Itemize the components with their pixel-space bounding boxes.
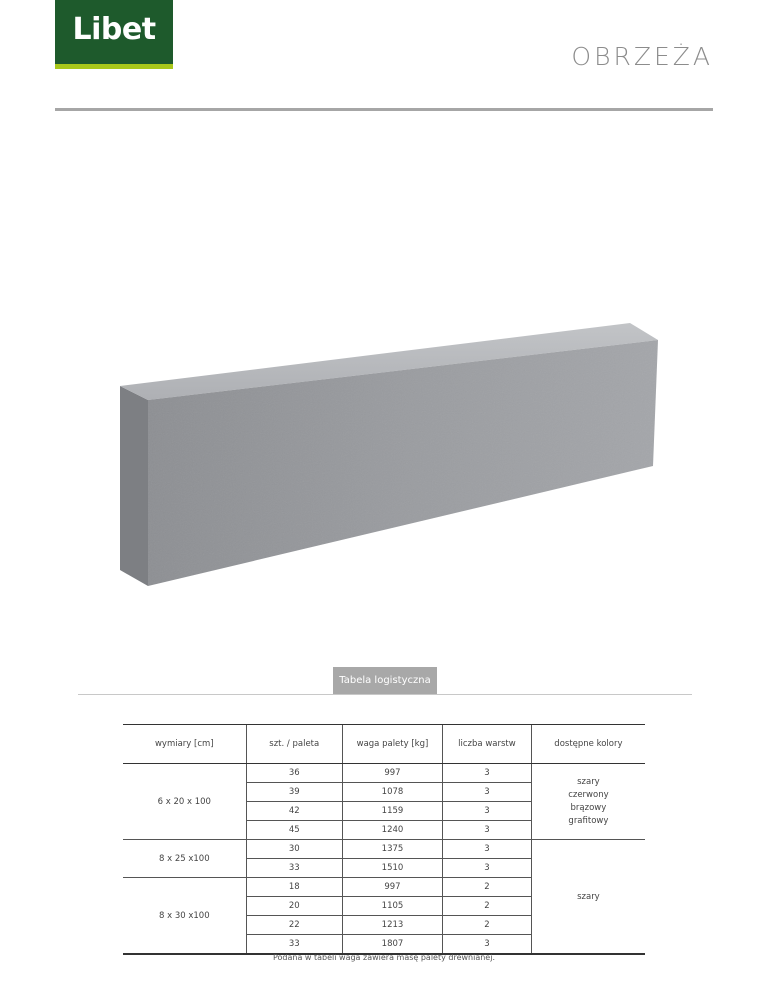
weight-cell: 1105: [342, 897, 442, 916]
curb-stone-image: [118, 318, 658, 588]
layers-cell: 3: [443, 764, 532, 783]
colors-cell: [531, 764, 645, 840]
table-row: [123, 764, 645, 783]
colors-cell: szary: [531, 840, 645, 955]
weight-cell: 1078: [342, 783, 442, 802]
pcs-cell: 33: [246, 935, 342, 955]
pcs-cell: 22: [246, 916, 342, 935]
color-item: grafitowy: [568, 815, 609, 826]
layers-cell: 2: [443, 897, 532, 916]
weight-cell: 1510: [342, 859, 442, 878]
layers-cell: 3: [443, 802, 532, 821]
color-item: szary: [577, 776, 600, 787]
layers-cell: 2: [443, 878, 532, 897]
pcs-cell: 18: [246, 878, 342, 897]
pcs-cell: 39: [246, 783, 342, 802]
logistics-table: [123, 724, 645, 955]
page-title: OBRZEŻA: [571, 42, 713, 71]
header-divider: [55, 108, 713, 111]
dimension-cell: 6 x 20 x 100: [123, 764, 246, 840]
dimension-cell: 8 x 30 x100: [123, 878, 246, 955]
logo-text: Libet: [72, 12, 156, 47]
pcs-cell: 33: [246, 859, 342, 878]
header-colors: dostępne kolory: [531, 725, 645, 764]
pcs-cell: 36: [246, 764, 342, 783]
weight-cell: 997: [342, 878, 442, 897]
table-row: [123, 840, 645, 859]
weight-cell: 1240: [342, 821, 442, 840]
tab-divider: [78, 694, 692, 695]
color-item: czerwony: [568, 789, 609, 800]
header-pallet-weight: waga palety [kg]: [342, 725, 442, 764]
header-layers: liczba warstw: [443, 725, 532, 764]
weight-cell: 1807: [342, 935, 442, 955]
layers-cell: 3: [443, 859, 532, 878]
layers-cell: 3: [443, 935, 532, 955]
weight-cell: 1159: [342, 802, 442, 821]
pcs-cell: 20: [246, 897, 342, 916]
layers-cell: 3: [443, 821, 532, 840]
header-dimensions: wymiary [cm]: [123, 725, 246, 764]
layers-cell: 2: [443, 916, 532, 935]
logistics-table-tab: Tabela logistyczna: [333, 667, 437, 694]
weight-cell: 997: [342, 764, 442, 783]
color-item: brązowy: [570, 802, 607, 813]
pcs-cell: 30: [246, 840, 342, 859]
table-header-row: [123, 725, 645, 764]
layers-cell: 3: [443, 840, 532, 859]
libet-logo: [55, 0, 173, 64]
header-pcs-per-pallet: szt. / paleta: [246, 725, 342, 764]
weight-cell: 1375: [342, 840, 442, 859]
layers-cell: 3: [443, 783, 532, 802]
dimension-cell: 8 x 25 x100: [123, 840, 246, 878]
logo-accent-bar: [55, 64, 173, 69]
pcs-cell: 42: [246, 802, 342, 821]
pcs-cell: 45: [246, 821, 342, 840]
footnote: Podana w tabeli waga zawiera masę palety drewnianej.: [272, 953, 495, 962]
weight-cell: 1213: [342, 916, 442, 935]
curb-end-face: [120, 386, 148, 586]
